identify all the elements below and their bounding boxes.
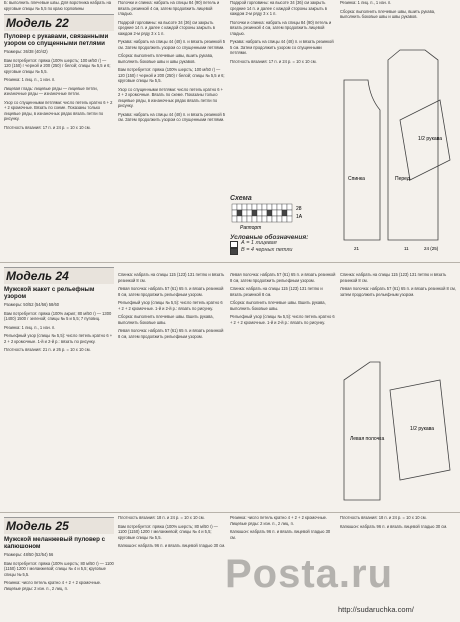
schema-cell <box>282 204 287 210</box>
model-23-text3-dup2: Рукава: набрать на спицы 44 (48) п. и вязать резинкой 5 см. Затем продолжить узором со спущенными петлями. <box>230 39 334 55</box>
schema-cell <box>257 216 262 222</box>
schema-cell <box>242 210 247 216</box>
schema-cell <box>287 216 292 222</box>
model-23-text4: Сборка: выполнить плечевые швы, вшить рукава, выполнить боковые швы и швы рукавов. <box>118 53 214 64</box>
model-22-text1-dup: Вам потребуется: пряжа (100% шерсть; 100 м/50 г) — 120 (150) г черной и 200 (250) г белой; спицы № 5,5 и 6; круговые спицы № 5,5. <box>118 67 225 83</box>
legend-item-1: А = 1 лицевая <box>230 241 336 248</box>
model-25-text2-col3: Резинка: число петель кратно 4 + 2 + 2 кромочные. Лицевые ряды: 2 изн. п., 2 лиц. п. <box>230 515 328 526</box>
model-25-sizes: Размеры: 48/50 (52/54) 56 <box>4 552 54 557</box>
schema-repeat-label: Раппорт <box>240 224 262 231</box>
model-22-heading: Модель 22 <box>4 14 114 31</box>
model-25-text1-dup: Вам потребуется: пряжа (100% шерсть; 80 м/50 г) — 1100 (1150) 1200 г меланжевой; спицы № 4 и 5,5; круговые спицы № 5,5. <box>118 523 218 540</box>
schema-cell <box>247 216 252 222</box>
schema-cell <box>267 210 272 216</box>
model-24-text7: Сборка: выполнить плечевые швы. Вшить рукава, выполнить боковые швы. <box>118 314 214 325</box>
pattern-diagram-middle <box>340 350 456 510</box>
schema-cell <box>232 204 237 210</box>
model-24-text3: Рельефный узор (спицы № 5,5): число петель кратно 6 + 2 + 2 кромочные. 1-й и 2-й р.: вязать по рисунку. <box>4 333 113 344</box>
model-23-text2: Подкрой горловины: на высоте 34 (36) см закрыть средние 14 п. и далее с каждой стороны закрыть в каждом 2-м ряду 3 х 1 п. <box>118 19 215 36</box>
schema-cell <box>242 216 247 222</box>
schema-cell <box>252 210 257 216</box>
header-text: Б: выполнить плечевые швы. Для воротника набрать на круговые спицы № 5,5 по краю горловины <box>4 0 112 11</box>
schema-cell <box>252 204 257 210</box>
schema-row-1a: 1А <box>296 213 303 220</box>
diagram-measure-1: 21 <box>354 246 360 251</box>
schema-cell <box>282 210 287 216</box>
model-24-text6-col4: Левая полочка: набрать 57 (61) 65 п. и вязать резинкой 8 см, затем продолжить рельефным узором. <box>340 286 456 297</box>
model-25-title: Мужской меланжевый пуловер с капюшоном <box>4 536 106 550</box>
model-22-sizes: Размеры: 36/38 (40/42) <box>4 49 48 54</box>
legend-title: Условные обозначения: <box>230 234 309 241</box>
schema-cell <box>252 216 257 222</box>
schema-cell <box>287 204 292 210</box>
source-url[interactable]: http://sudaruchka.com/ <box>338 605 414 614</box>
model-25-heading: Модель 25 <box>4 517 114 534</box>
model-25-text4-col3: Капюшон: набрать 96 п. и вязать лицевой гладью 30 см. <box>230 529 331 540</box>
schema-title: Схема <box>230 195 252 202</box>
schema-cell <box>277 216 282 222</box>
legend-box-filled-icon <box>230 248 238 255</box>
schema-cell <box>257 210 262 216</box>
schema-cell <box>287 210 292 216</box>
model-23-text4-col4: Сборка: выполнить плечевые швы, вшить рукава, выполнить боковые швы и швы рукавов. <box>340 8 436 19</box>
model-22-text2-col4: Резинка: 1 лиц. п., 1 изн. п. <box>340 0 392 5</box>
model-24-sizes: Размеры: 50/52 (54/56) 58/60 <box>4 302 60 307</box>
model-25-text2: Резинка: число петель кратно 4 + 2 + 2 кромочные. Лицевые ряды: 2 изн. п., 2 лиц. п. <box>4 580 102 591</box>
model-25-text3-col4: Плотность вязания: 18 п. и 24 р. = 10 х 10 см. <box>340 515 427 520</box>
schema-cell <box>237 216 242 222</box>
column-3 <box>230 0 336 622</box>
model-24-text6: Левая полочка: набрать 57 (61) 65 п. и вязать резинкой 8 см, затем продолжить рельефным узором. <box>118 286 224 297</box>
schema-cell <box>247 210 252 216</box>
model-24-heading: Модель 24 <box>4 267 114 284</box>
column-4 <box>340 0 456 622</box>
model-23-text1-dup: Полочки и спинка: набрать на спицы 84 (90) петель и вязать резинкой 4 см, затем продолжить лицевой гладью. <box>230 19 332 36</box>
model-22-text1: Вам потребуется: пряжа (100% шерсть; 100 м/50 г) — 120 (150) г черной и 200 (250) г белой; спицы № 5,5 и 6; круговые спицы № 5,5. <box>4 57 111 74</box>
column-1 <box>4 0 114 622</box>
model-23-text3-dup: Рукава: набрать на спицы 44 (48) п. и вязать резинкой 5 см. Затем продолжить узором со спущенными петлями. <box>118 111 226 122</box>
schema-grid <box>230 202 320 232</box>
diagram-label-sleeve-2: 1/2 рукава <box>410 426 435 432</box>
diagram-label-left-front: Левая полочка <box>350 436 385 442</box>
schema-cell <box>262 204 267 210</box>
pattern-diagram-top <box>340 40 456 260</box>
schema-cell <box>232 210 237 216</box>
model-24-text5-col3: Спинка: набрать на спицы 115 (123) 131 петлю и вязать резинкой 8 см. <box>230 286 323 297</box>
schema-cell <box>262 210 267 216</box>
model-24-text1: Вам потребуется: пряжа (100% акрил; 80 м/50 г) — 1300 (1400) 1500 г зеленой; спицы № 5 и 5,5; 7 пуговиц. <box>4 310 112 321</box>
model-25-text4-col4: Капюшон: набрать 96 п. и вязать лицевой гладью 30 см. <box>340 523 448 529</box>
model-24-text6-col3: Левая полочка: набрать 57 (61) 65 п. и вязать резинкой 8 см, затем продолжить рельефным узором. <box>230 272 336 283</box>
model-22-text5: Плотность вязания: 17 п. и 24 р. = 10 х 10 см. <box>4 124 91 130</box>
model-23-text1: Полочки и спинка: набрать на спицы 84 (90) петель и вязать резинкой 4 см, затем продолжить лицевой гладью. <box>118 0 220 16</box>
legend-item-2: В = 4 черных петли <box>230 248 336 255</box>
model-22-text2: Резинка: 1 лиц. п., 1 изн. п. <box>4 77 56 82</box>
section-divider-1 <box>0 262 460 263</box>
model-24-text5: Спинка: набрать на спицы 115 (123) 131 петлю и вязать резинкой 8 см. <box>118 272 225 283</box>
legend-box-blank-icon <box>230 241 238 248</box>
model-25-text1: Вам потребуется: пряжа (100% шерсть; 80 м/50 г) — 1100 (1150) 1200 г меланжевой; спицы № 4 и 5,5; круговые спицы № 5,5. <box>4 560 114 577</box>
watermark: Posta.ru <box>225 552 394 596</box>
diagram-label-pered: Перед <box>395 176 410 182</box>
schema-cell <box>272 204 277 210</box>
schema-cell <box>267 204 272 210</box>
schema-cell <box>262 216 267 222</box>
model-24-text3-col3: Рельефный узор (спицы № 5,5): число петель кратно 6 + 2 + 2 кромочные. 1-й и 2-й р.: вязать по рисунку. <box>230 314 335 325</box>
schema-block <box>230 196 336 255</box>
schema-cell <box>247 204 252 210</box>
model-22-text5-dup: Плотность вязания: 17 п. и 24 р. = 10 х 10 см. <box>230 58 317 64</box>
model-22-text4-dup: Узор со спущенными петлями: число петель кратно 6 + 2 + 2 кромочные. Вязать по схеме. Показаны только лицевые ряды, в изнаночных рядах вязать петли по рисунку. <box>118 86 224 108</box>
section-divider-2 <box>0 512 460 513</box>
model-24-text4: Плотность вязания: 21 п. и 26 р. = 10 х 10 см. <box>4 347 91 352</box>
model-22-text4: Узор со спущенными петлями: число петель кратно 6 + 2 + 2 кромочные. Вязать по схеме. Показаны только лицевые ряды, в изнаночных рядах вязать петли по рисунку. <box>4 99 113 121</box>
diagram-label-sleeve: 1/2 рукава <box>418 136 443 142</box>
model-24-title: Мужской жакет с рельефным узором <box>4 286 95 300</box>
diagram-measure-2: 11 <box>404 246 409 251</box>
schema-cell <box>232 216 237 222</box>
model-23-text3: Рукава: набрать на спицы 44 (48) п. и вязать резинкой 5 см. Затем продолжить узором со спущенными петлями. <box>118 39 226 50</box>
model-22-title: Пуловер с рукавами, связанными узором со спущенными петлями <box>4 33 109 47</box>
schema-row-28: 28 <box>296 205 302 212</box>
schema-cell <box>237 204 242 210</box>
column-2 <box>118 0 226 622</box>
model-25-text3: Плотность вязания: 18 п. и 24 р. = 10 х 10 см. <box>118 515 205 520</box>
model-24-text6-dup: Левая полочка: набрать 57 (61) 65 п. и вязать резинкой 8 см, затем продолжить рельефным узором. <box>118 328 224 339</box>
schema-cell <box>257 204 262 210</box>
diagram-label-spinka: Спинка <box>348 176 365 182</box>
model-24-text3-dup: Рельефный узор (спицы № 5,5): число петель кратно 6 + 2 + 2 кромочные. 1-й и 2-й р.: вязать по рисунку. <box>118 300 223 311</box>
schema-cell <box>272 216 277 222</box>
schema-cell <box>242 204 247 210</box>
schema-cell <box>237 210 242 216</box>
schema-cell <box>267 216 272 222</box>
schema-cell <box>272 210 277 216</box>
model-25-text4: Капюшон: набрать 96 п. и вязать лицевой гладью 30 см. <box>118 543 226 548</box>
model-24-text2: Резинка: 1 лиц. п., 1 изн. п. <box>4 324 56 330</box>
model-24-text5-col4: Спинка: набрать на спицы 115 (123) 131 петлю и вязать резинкой 8 см. <box>340 272 447 283</box>
model-24-text7-col3: Сборка: выполнить плечевые швы. Вшить рукава, выполнить боковые швы. <box>230 300 326 311</box>
schema-cell <box>277 204 282 210</box>
schema-cell <box>282 216 287 222</box>
schema-cell <box>277 210 282 216</box>
model-23-text2-dup: Подкрой горловины: на высоте 34 (36) см закрыть средние 14 п. и далее с каждой стороны закрыть в каждом 2-м ряду 3 х 1 п. <box>230 0 327 16</box>
model-22-text3: Лицевая гладь: лицевые ряды — лицевые петли, изнаночные ряды — изнаночные петли. <box>4 85 98 96</box>
diagram-measure-3: 24 (25) <box>424 246 439 251</box>
